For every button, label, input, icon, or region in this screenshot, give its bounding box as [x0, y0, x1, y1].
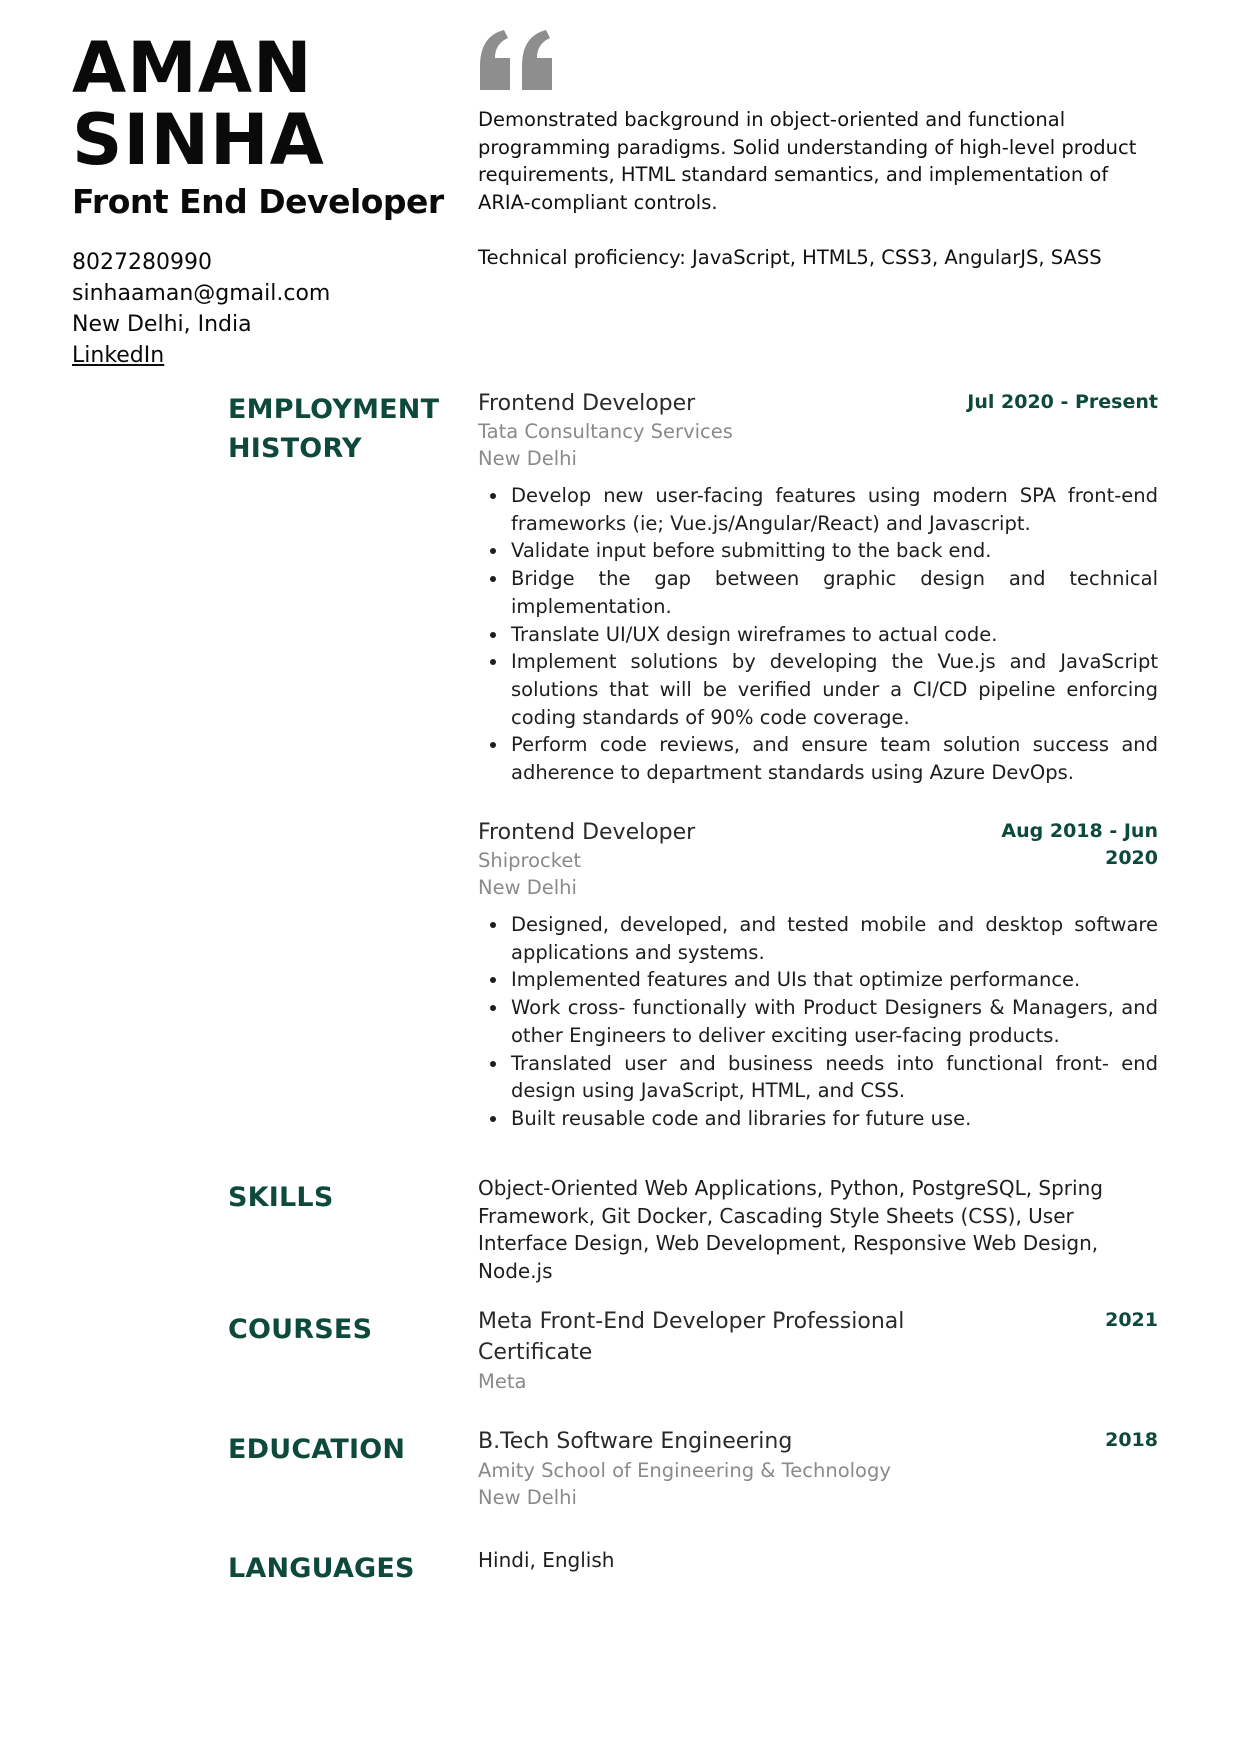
- job-entry: [478, 389, 1158, 787]
- job-role: Front End Developer: [72, 182, 444, 221]
- skills-list: Object-Oriented Web Applications, Python, PostgreSQL, Spring Framework, Git Docker, Cascading Style Sheets (CSS), User Interface Design, Web Development, Responsive Web Design, Node.js: [478, 1176, 1103, 1283]
- summary-paragraph: Demonstrated background in object-oriented and functional programming paradigms. Solid understanding of high-level product requirements, HTML standard semantics, and implementation of ARIA-compliant controls.: [478, 108, 1137, 214]
- list-item: Translate UI/UX design wireframes to actual code.: [478, 621, 1158, 649]
- contact-block: [72, 247, 452, 371]
- job-header: [478, 389, 1158, 418]
- job-city: New Delhi: [478, 447, 577, 470]
- linkedin-link[interactable]: LinkedIn: [72, 343, 165, 368]
- skills-heading: SKILLS: [228, 1182, 334, 1213]
- list-item: Work cross- functionally with Product Designers & Managers, and other Engineers to deliver exciting user-facing products.: [478, 994, 1158, 1049]
- job-date: Aug 2018 - Jun 2020: [1001, 820, 1158, 869]
- profile-summary: [478, 106, 1138, 299]
- company-name: Tata Consultancy Services: [478, 420, 733, 443]
- technical-proficiency: Technical proficiency: JavaScript, HTML5, CSS3, AngularJS, SASS: [478, 245, 1102, 269]
- course-year: 2021: [1105, 1309, 1158, 1331]
- list-item: Translated user and business needs into functional front- end design using JavaScript, HTML, and CSS.: [478, 1050, 1158, 1105]
- job-date: Jul 2020 - Present: [967, 391, 1158, 413]
- quote-icon: [476, 28, 558, 92]
- heading-line: HISTORY: [228, 433, 362, 464]
- course-title: Meta Front-End Developer Professional Certificate: [478, 1309, 905, 1365]
- list-item: Built reusable code and libraries for future use.: [478, 1105, 1158, 1133]
- course-provider: Meta: [478, 1370, 527, 1393]
- list-item: Designed, developed, and tested mobile and desktop software applications and systems.: [478, 911, 1158, 966]
- graduation-year: 2018: [1105, 1429, 1158, 1451]
- email-address: sinhaaman@gmail.com: [72, 281, 331, 306]
- list-item: Bridge the gap between graphic design and technical implementation.: [478, 565, 1158, 620]
- list-item: Validate input before submitting to the back end.: [478, 537, 1158, 565]
- responsibility-list: [478, 482, 1158, 787]
- list-item: Implemented features and UIs that optimize performance.: [478, 966, 1158, 994]
- list-item: Implement solutions by developing the Vue.js and JavaScript solutions that will be verified under a CI/CD pipeline enforcing coding standards of 90% code coverage.: [478, 648, 1158, 731]
- phone-number: 8027280990: [72, 250, 212, 275]
- languages-list: Hindi, English: [478, 1548, 615, 1572]
- list-item: Develop new user-facing features using modern SPA front-end frameworks (ie; Vue.js/Angular/React) and Javascript.: [478, 482, 1158, 537]
- courses-heading: COURSES: [228, 1314, 373, 1345]
- education-entry: [478, 1426, 1158, 1511]
- languages-heading: LANGUAGES: [228, 1553, 415, 1584]
- job-title: Frontend Developer: [478, 820, 696, 845]
- degree-title: B.Tech Software Engineering: [478, 1429, 793, 1454]
- job-title: Frontend Developer: [478, 391, 696, 416]
- first-name: AMAN: [72, 27, 313, 109]
- list-item: Perform code reviews, and ensure team solution success and adherence to department standards using Azure DevOps.: [478, 731, 1158, 786]
- responsibility-list: [478, 911, 1158, 1133]
- location: New Delhi, India: [72, 312, 252, 337]
- education-heading: EDUCATION: [228, 1434, 406, 1465]
- school-city: New Delhi: [478, 1486, 577, 1509]
- company-name: Shiprocket: [478, 849, 582, 872]
- employment-history-heading: [228, 390, 448, 468]
- school-name: Amity School of Engineering & Technology: [478, 1459, 891, 1482]
- course-entry: [478, 1306, 1158, 1395]
- heading-line: EMPLOYMENT: [228, 394, 440, 425]
- job-city: New Delhi: [478, 876, 577, 899]
- last-name: SINHA: [72, 99, 325, 181]
- candidate-name: [72, 27, 452, 181]
- job-entry: [478, 818, 1158, 1133]
